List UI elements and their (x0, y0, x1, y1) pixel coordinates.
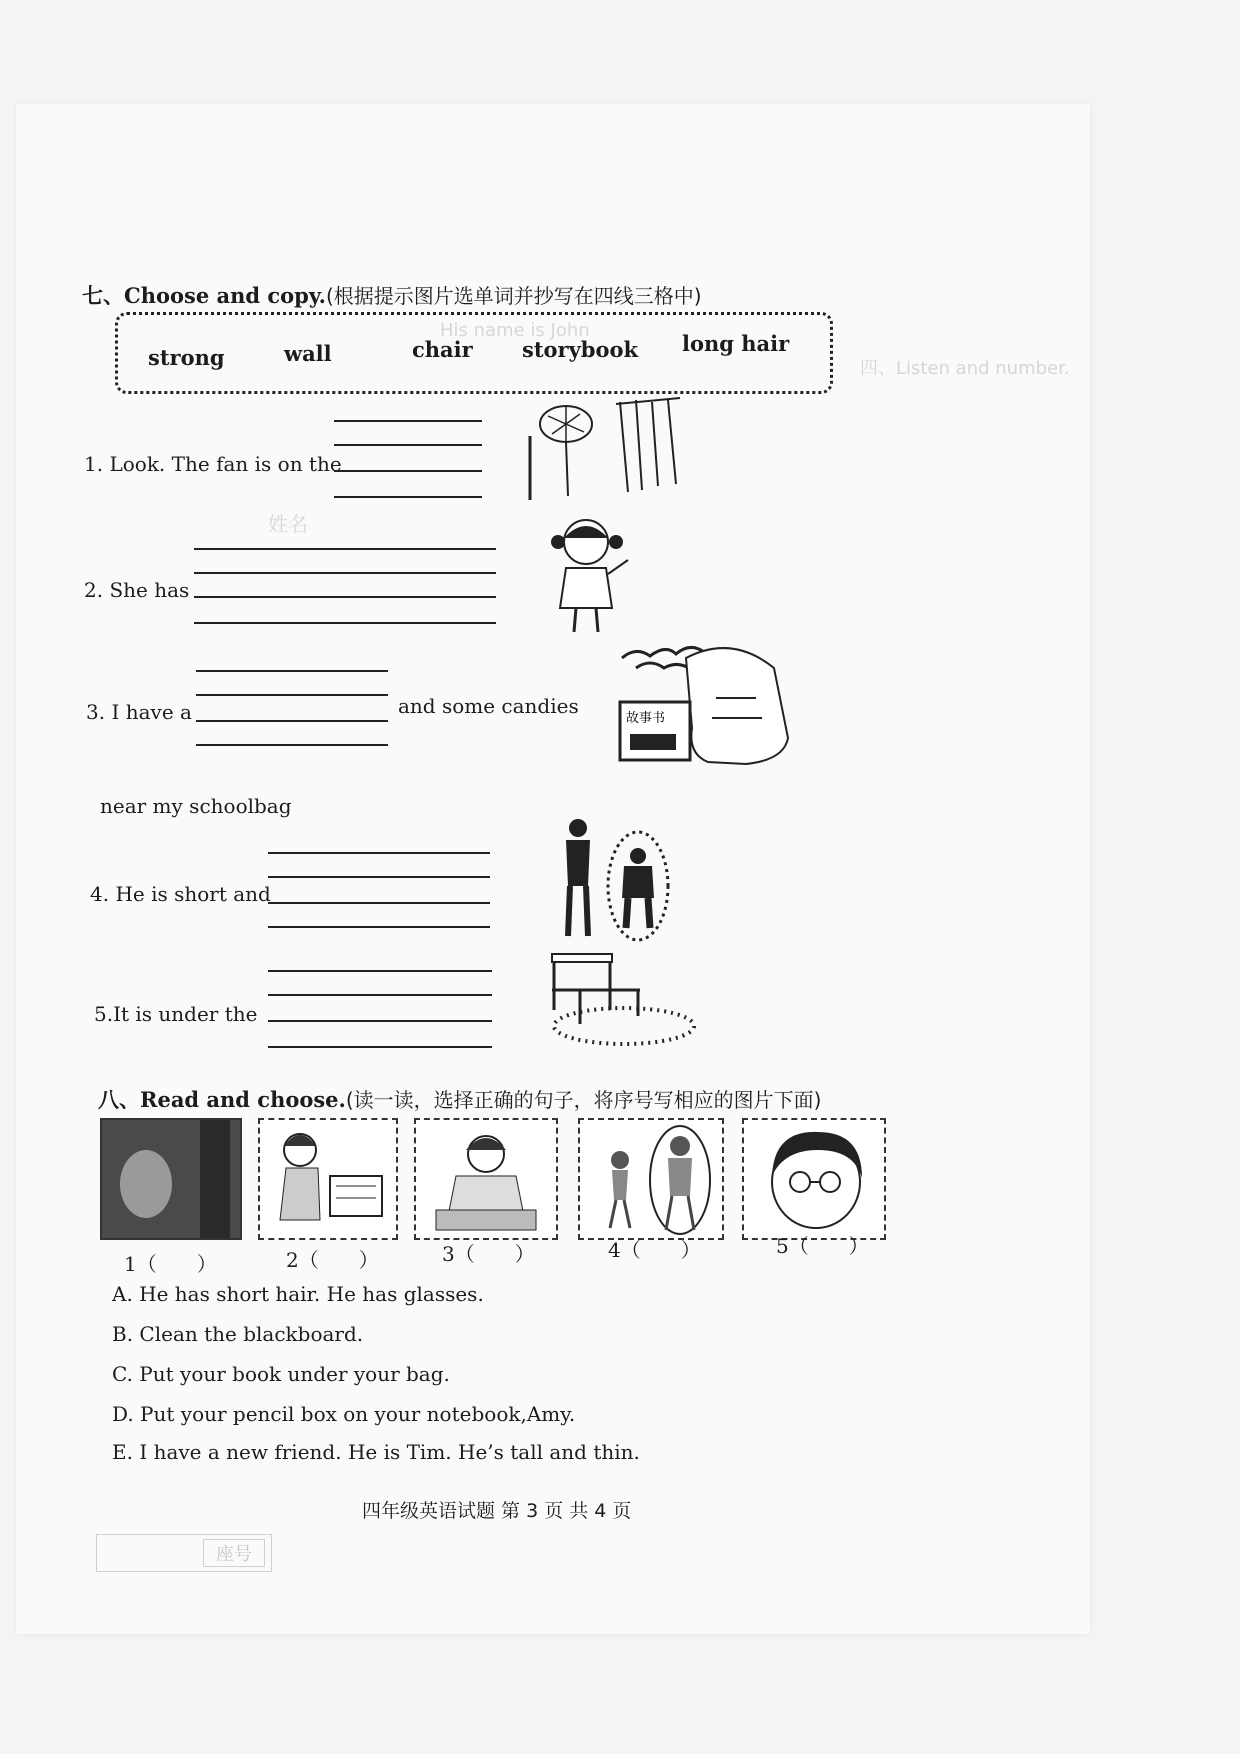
section7-title (82, 280, 702, 310)
word-wall: wall (284, 341, 332, 366)
question-1 (84, 452, 342, 476)
bleed-name-line: His name is John (440, 320, 590, 341)
q1-writing-lines[interactable] (334, 420, 482, 500)
word-bank (115, 312, 833, 394)
q5-writing-lines[interactable] (268, 970, 492, 1048)
picture-1 (100, 1118, 242, 1240)
question-4 (90, 882, 271, 906)
q3-after-text: and some candies (398, 694, 579, 718)
question-3 (86, 700, 192, 724)
picture-4 (578, 1118, 724, 1240)
q3-writing-lines[interactable] (196, 670, 388, 746)
q4-text: He is short and (115, 882, 271, 906)
answer-blank-2[interactable]: 2（ ） (286, 1248, 379, 1272)
seat-number-box (96, 1534, 272, 1572)
picture-4-art (580, 1120, 722, 1238)
q3-text: I have a (111, 700, 192, 724)
answer-blank-4[interactable]: 4（ ） (608, 1238, 701, 1262)
q2-number: 2. (84, 578, 104, 602)
bleed-listen-title: 四、Listen and number. (860, 358, 1070, 379)
word-chair: chair (412, 337, 473, 362)
option-a: A. He has short hair. He has glasses. (112, 1282, 484, 1306)
q1-text: Look. The fan is on the (109, 452, 342, 476)
option-e: E. I have a new friend. He is Tim. He’s tall and thin. (112, 1440, 640, 1464)
storybook-label: 故事书 (626, 711, 666, 726)
page-footer: 四年级英语试题 第 3 页 共 4 页 (362, 1500, 632, 1522)
q4-writing-lines[interactable] (268, 852, 490, 928)
section7-title-en: 七、Choose and copy. (82, 283, 326, 308)
fan-on-wall-picture (508, 396, 688, 506)
word-strong: strong (148, 345, 225, 370)
q3-continuation: near my schoolbag (100, 794, 292, 818)
question-2 (84, 578, 189, 602)
q3-number: 3. (86, 700, 106, 724)
question-5 (94, 1002, 257, 1026)
section8-title (98, 1084, 821, 1114)
picture-1-art (102, 1120, 240, 1238)
girl-long-hair-picture (536, 508, 646, 638)
q5-number: 5. (94, 1002, 114, 1026)
q2-text: She has (109, 578, 190, 602)
answer-blank-3[interactable]: 3（ ） (442, 1242, 535, 1266)
seat-number-stamp: 座号 (203, 1539, 265, 1567)
option-d: D. Put your pencil box on your notebook,Amy. (112, 1402, 576, 1426)
q4-number: 4. (90, 882, 110, 906)
picture-2 (258, 1118, 398, 1240)
bleed-name-tag: 姓名 (268, 512, 308, 536)
picture-5 (742, 1118, 886, 1240)
section8-title-cn: (读一读，选择正确的句子，将序号写相应的图片下面) (345, 1088, 822, 1112)
answer-blank-5[interactable]: 5（ ） (776, 1234, 869, 1258)
picture-5-art (744, 1120, 884, 1238)
picture-3 (414, 1118, 558, 1240)
section8-title-en: 八、Read and choose. (98, 1087, 346, 1112)
storybook-schoolbag-picture (616, 638, 796, 778)
word-long-hair: long hair (682, 331, 790, 356)
option-b: B. Clean the blackboard. (112, 1322, 364, 1346)
option-c: C. Put your book under your bag. (112, 1362, 450, 1386)
word-storybook: storybook (522, 337, 639, 362)
section7-title-cn: (根据提示图片选单词并抄写在四线三格中) (325, 284, 702, 308)
q1-number: 1. (84, 452, 104, 476)
tall-short-men-picture (550, 816, 680, 946)
picture-3-art (416, 1120, 556, 1238)
q5-text: It is under the (113, 1002, 258, 1026)
answer-blank-1[interactable]: 1（ ） (124, 1252, 217, 1276)
under-chair-picture (550, 950, 700, 1050)
q2-writing-lines[interactable] (194, 548, 496, 624)
picture-2-art (260, 1120, 396, 1238)
